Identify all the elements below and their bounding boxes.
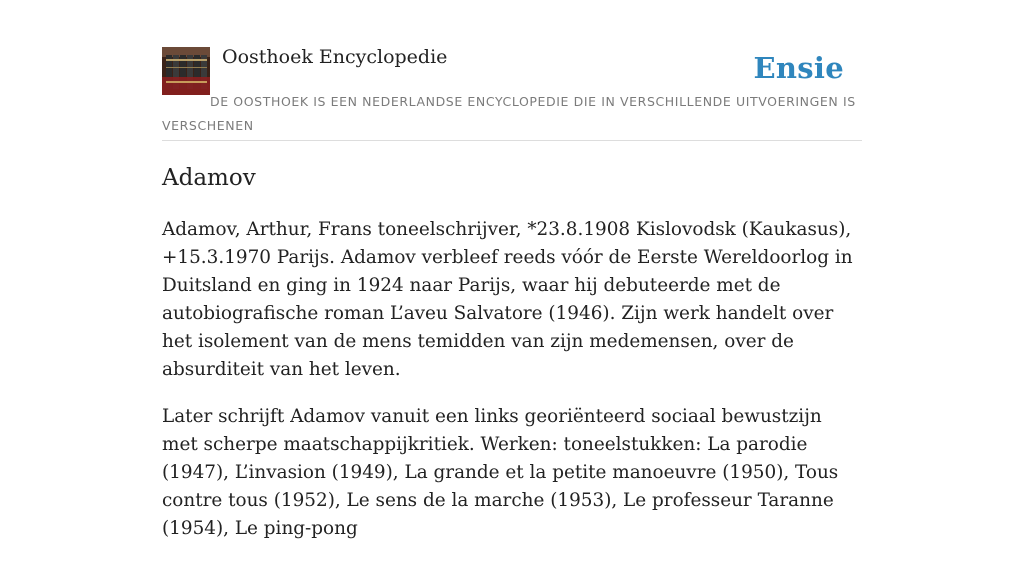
brand-logo[interactable]: Ensie xyxy=(753,51,844,85)
article-title: Adamov xyxy=(162,165,256,191)
article-paragraph: Later schrijft Adamov vanuit een links georiënteerd sociaal bewustzijn met scherpe maatschappijkritiek. Werken: toneelstukken: La parodie (1947), L’invasion (1949), La grande et la petite manoeuvre (1950), Tous contre tous (1952), Le sens de la marche (1953), Le professeur Taranne (1954), Le ping-pong xyxy=(162,406,839,539)
site-tagline: DE OOSTHOEK IS EEN NEDERLANDSE ENCYCLOPEDIE DIE IN VERSCHILLENDE UITVOERINGEN IS VERSCHENEN xyxy=(162,94,856,133)
article-body xyxy=(162,216,862,562)
article-paragraph: Adamov, Arthur, Frans toneelschrijver, *23.8.1908 Kislovodsk (Kaukasus), +15.3.1970 Parijs. Adamov verbleef reeds vóór de Eerste Wereldoorlog in Duitsland en ging in 1924 naar Parijs, waar hij debuteerde met de autobiografische roman L’aveu Salvatore (1946). Zijn werk handelt over het isolement van de mens temidden van zijn medemensen, over de absurditeit van het leven. xyxy=(162,219,853,380)
encyclopedia-books-icon xyxy=(162,47,210,95)
site-name-link[interactable]: Oosthoek Encyclopedie xyxy=(222,46,448,68)
site-avatar[interactable] xyxy=(162,47,210,95)
site-header xyxy=(162,0,862,141)
page xyxy=(162,0,862,539)
